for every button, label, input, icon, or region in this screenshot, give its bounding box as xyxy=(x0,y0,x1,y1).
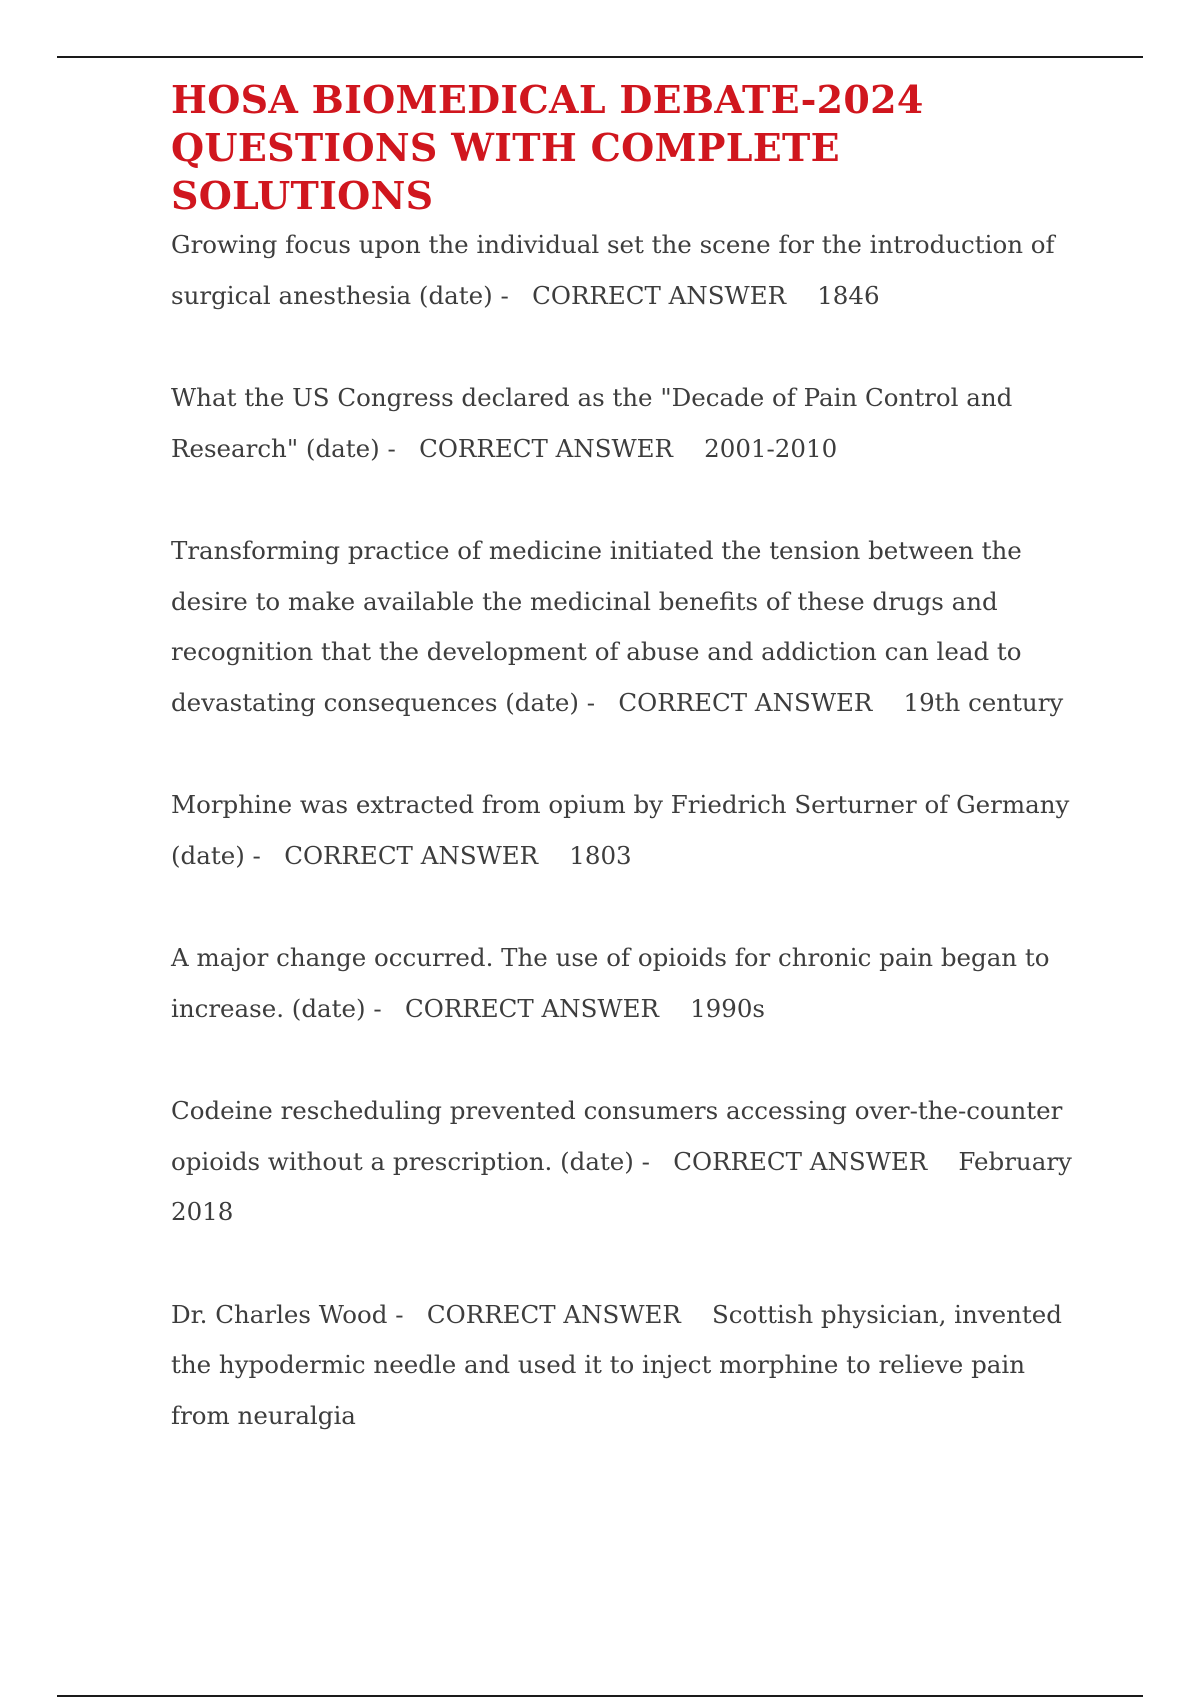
separator: - xyxy=(633,1146,674,1176)
answer-label: CORRECT ANSWER xyxy=(532,280,787,310)
separator: - xyxy=(244,840,285,870)
gap xyxy=(659,994,690,1023)
qa-item xyxy=(171,526,1081,728)
separator: - xyxy=(379,433,420,463)
question-text: Growing focus upon the individual set the scene for the introduction of surgical anesthesia (date) xyxy=(171,230,1055,310)
answer-text: Scottish physician, invented the hypodermic needle and used it to inject morphine to relieve pain from neuralgia xyxy=(171,1299,1062,1430)
answer-text: 1846 xyxy=(817,280,880,310)
answer-label: CORRECT ANSWER xyxy=(673,1146,928,1176)
qa-item xyxy=(171,1086,1081,1238)
qa-item xyxy=(171,220,1081,321)
gap xyxy=(538,841,569,870)
question-text: Dr. Charles Wood xyxy=(171,1299,388,1329)
qa-item xyxy=(171,780,1081,881)
separator: - xyxy=(387,1299,427,1329)
answer-label: CORRECT ANSWER xyxy=(284,840,539,870)
answer-label: CORRECT ANSWER xyxy=(405,993,659,1023)
gap xyxy=(681,1300,712,1329)
answer-label: CORRECT ANSWER xyxy=(419,433,674,463)
qa-item xyxy=(171,373,1081,474)
qa-list xyxy=(171,220,1081,1441)
answer-text: 19th century xyxy=(903,687,1064,717)
question-text: Codeine rescheduling prevented consumers accessing over-the-counter opioids without a prescription. (date) xyxy=(171,1096,1063,1176)
answer-label: CORRECT ANSWER xyxy=(426,1299,681,1329)
qa-item xyxy=(171,933,1081,1034)
answer-text: 1990s xyxy=(690,993,766,1023)
question-text: Morphine was extracted from opium by Friedrich Serturner of Germany (date) xyxy=(171,790,1070,870)
gap xyxy=(872,688,903,717)
question-text: A major change occurred. The use of opioids for chronic pain began to increase. (date) xyxy=(171,943,1050,1023)
answer-text: 1803 xyxy=(569,840,632,870)
question-text: Transforming practice of medicine initiated the tension between the desire to make available the medicinal benefits of these drugs and recognition that the development of abuse and addiction can lead to devastating consequences (date) xyxy=(171,536,1022,717)
gap xyxy=(927,1147,958,1176)
document-title: HOSA BIOMEDICAL DEBATE-2024 QUESTIONS WITH COMPLETE SOLUTIONS xyxy=(171,77,924,218)
qa-item xyxy=(171,1290,1081,1442)
answer-text: 2001-2010 xyxy=(704,433,838,463)
bottom-rule xyxy=(57,1695,1143,1697)
document-body xyxy=(171,76,1081,1493)
gap xyxy=(786,281,817,310)
top-rule xyxy=(57,56,1143,58)
separator: - xyxy=(365,993,405,1023)
question-text: What the US Congress declared as the "Decade of Pain Control and Research" (date) xyxy=(171,383,1013,463)
answer-label: CORRECT ANSWER xyxy=(618,687,873,717)
separator: - xyxy=(578,687,619,717)
gap xyxy=(673,434,704,463)
separator: - xyxy=(492,280,533,310)
answer-text: February 2018 xyxy=(171,1146,1072,1226)
